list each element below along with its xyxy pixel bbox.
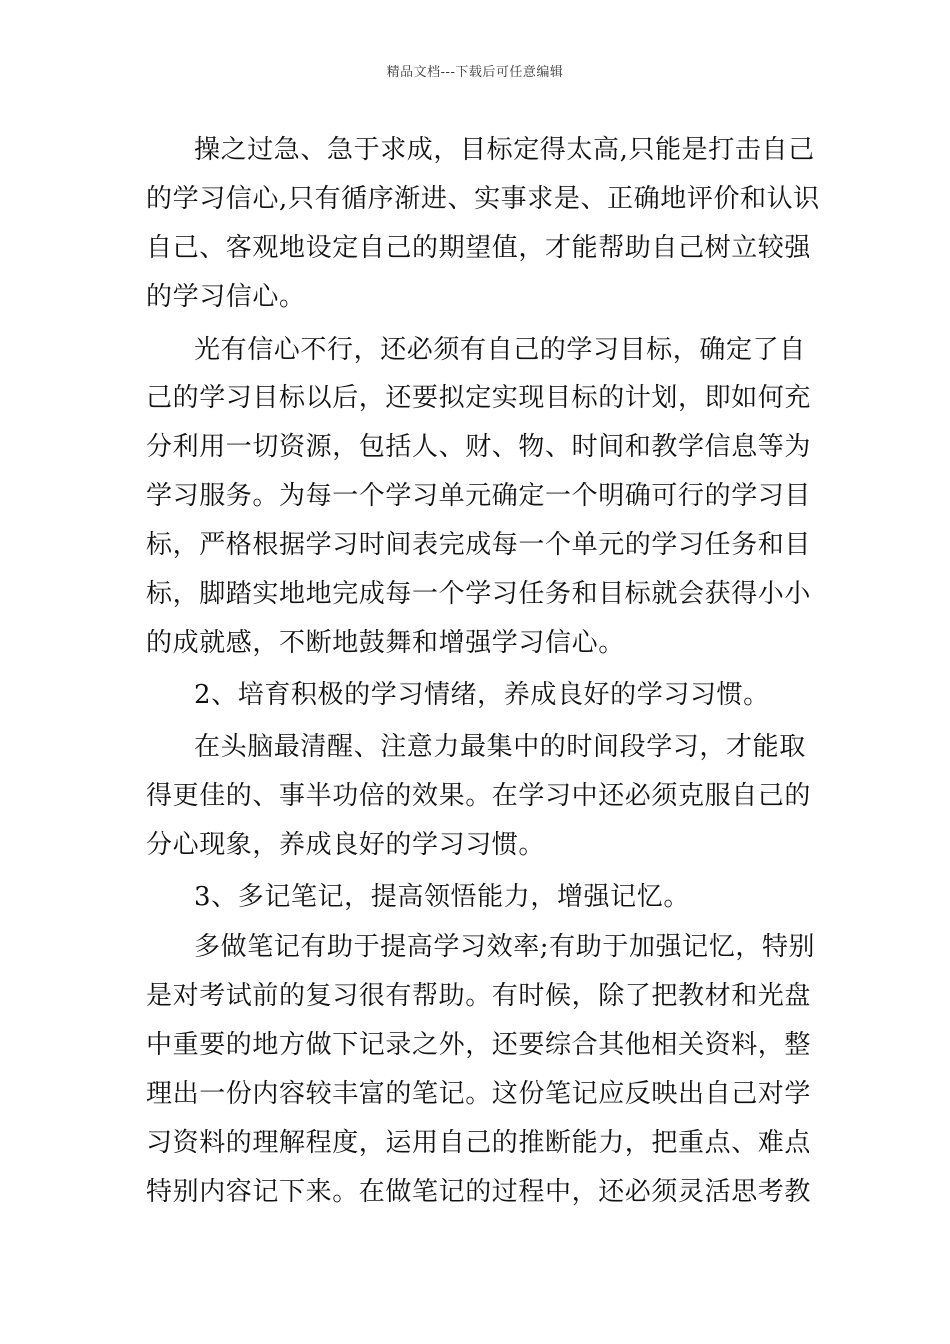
text-line: 分利用一切资源，包括人、财、物、时间和教学信息等为 <box>146 432 812 462</box>
text-line: 自己、客观地设定自己的期望值，才能帮助自己树立较强 <box>146 233 812 263</box>
text-line: 在头脑最清醒、注意力最集中的时间段学习，才能取 <box>194 732 806 762</box>
text-line: 操之过急、急于求成，目标定得太高,只能是打击自己 <box>194 135 815 165</box>
section-heading: 3、多记笔记，提高领悟能力，增强记忆。 <box>194 882 690 912</box>
text-line: 的学习信心,只有循序渐进、实事求是、正确地评价和认识 <box>146 184 820 214</box>
text-line: 的成就感，不断地鼓舞和增强学习信心。 <box>146 628 625 658</box>
page-header: 精品文档---下载后可任意编辑 <box>386 65 564 80</box>
text-line: 多做笔记有助于提高学习效率;有助于加强记忆，特别 <box>194 932 816 962</box>
text-line: 的学习信心。 <box>146 282 306 312</box>
text-line: 理出一份内容较丰富的笔记。这份笔记应反映出自己对学 <box>146 1079 812 1109</box>
text-line: 标，严格根据学习时间表完成每一个单元的学习任务和目 <box>146 530 812 560</box>
text-line: 标，脚踏实地地完成每一个学习任务和目标就会获得小小 <box>146 579 812 609</box>
text-line: 光有信心不行，还必须有自己的学习目标，确定了自 <box>194 335 806 365</box>
text-line: 是对考试前的复习很有帮助。有时候，除了把教材和光盘 <box>146 981 812 1011</box>
text-line: 习资料的理解程度，运用自己的推断能力，把重点、难点 <box>146 1128 812 1158</box>
section-heading: 2、培育积极的学习情绪，养成良好的学习习惯。 <box>194 680 770 710</box>
text-line: 学习服务。为每一个学习单元确定一个明确可行的学习目 <box>146 481 812 511</box>
text-line: 中重要的地方做下记录之外，还要综合其他相关资料，整 <box>146 1030 812 1060</box>
text-line: 己的学习目标以后，还要拟定实现目标的计划，即如何充 <box>146 383 812 413</box>
text-line: 分心现象，养成良好的学习习惯。 <box>146 830 546 860</box>
text-line: 特别内容记下来。在做笔记的过程中，还必须灵活思考教 <box>146 1177 812 1207</box>
text-line: 得更佳的、事半功倍的效果。在学习中还必须克服自己的 <box>146 781 812 811</box>
